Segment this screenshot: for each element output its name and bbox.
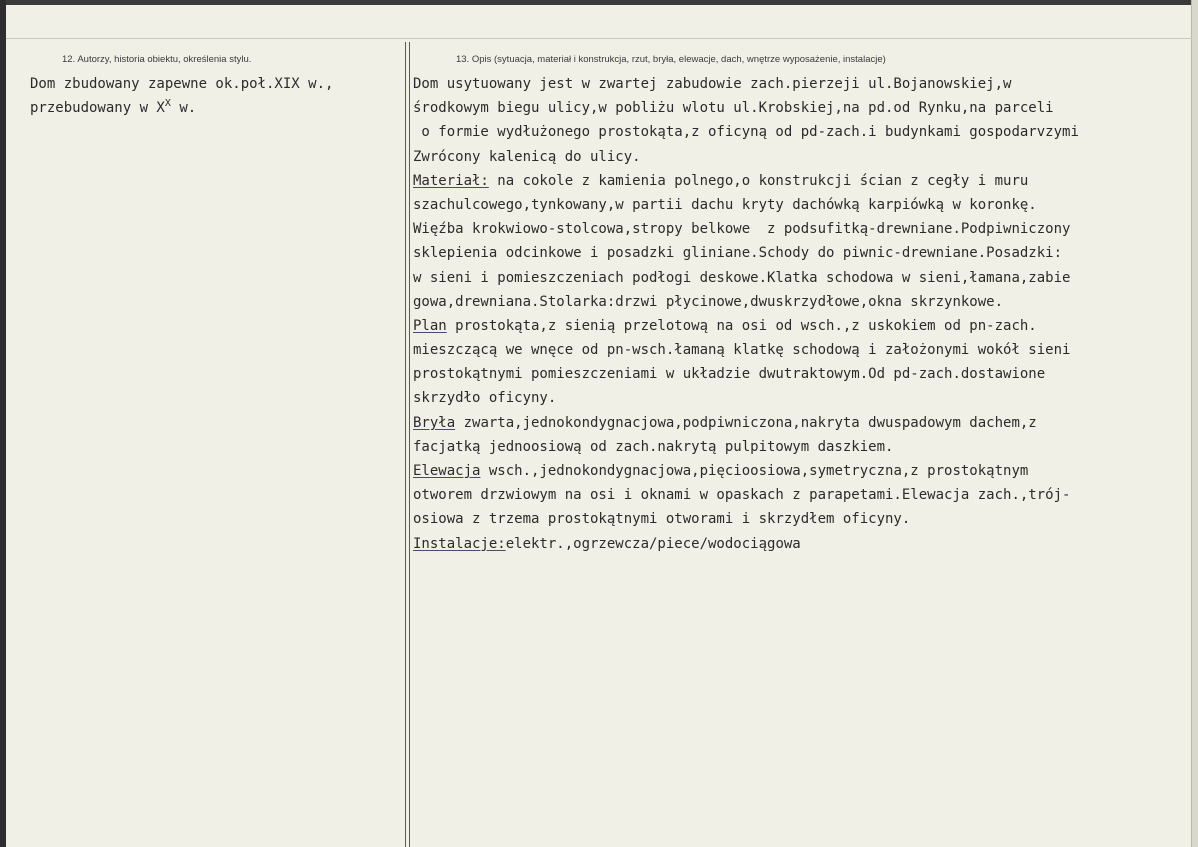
description-line [413, 193, 1193, 217]
description-line [413, 459, 1193, 483]
description-line [413, 386, 1193, 410]
description-line-text: środkowym biegu ulicy,w pobliżu wlotu ul.Krobskiej,na pd.od Rynku,na parceli [413, 100, 1054, 117]
section-12-header: 12. Autorzy, historia obiektu, określenia stylu. [62, 54, 252, 65]
description-line-text: facjatką jednoosiową od zach.nakrytą pulpitowym daszkiem. [413, 438, 894, 455]
section-13-header: 13. Opis (sytuacja, materiał i konstrukcja, rzut, bryła, elewacje, dach, wnętrze wyposażenie, instalacje) [456, 54, 886, 65]
description-line-text: mieszczącą we wnęce od pn-wsch.łamaną klatkę schodową i założonymi wokół sieni [413, 342, 1071, 359]
card-left-edge [0, 0, 6, 847]
description-line [413, 411, 1193, 435]
description-line [413, 145, 1193, 169]
description-line-text: sklepienia odcinkowe i posadzki gliniane.Schody do piwnic-drewniane.Posadzki: [413, 245, 1063, 262]
card-top-edge [0, 0, 1198, 5]
description-line-text: skrzydło oficyny. [413, 390, 557, 407]
description-line-text: osiowa z trzema prostokątnymi otworami i skrzydłem oficyny. [413, 511, 911, 528]
column-divider-second [409, 42, 410, 847]
column-divider [405, 42, 406, 847]
description-line [413, 507, 1193, 531]
description-line [413, 266, 1193, 290]
description-line-text: szachulcowego,tynkowany,w partii dachu kryty dachówką karpiówką w koronkę. [413, 196, 1037, 213]
description-line-text: Więźba krokwiowo-stolcowa,stropy belkowe z podsufitką-drewniane.Podpiwniczony [413, 221, 1071, 238]
history-text [30, 72, 400, 120]
top-rule [6, 38, 1192, 39]
description-line [413, 435, 1193, 459]
section-keyword: Plan [413, 317, 447, 334]
history-line-1: Dom zbudowany zapewne ok.poł.XIX w., [30, 76, 334, 92]
description-line-text: na cokole z kamienia polnego,o konstrukcji ścian z cegły i muru [488, 172, 1029, 189]
description-line-text: elektr.,ogrzewcza/piece/wodociągowa [505, 535, 801, 552]
section-keyword: Bryła [413, 414, 456, 431]
description-line [413, 241, 1193, 265]
description-line-text: prostokąta,z sienią przelotową na osi od wsch.,z uskokiem od pn-zach. [446, 317, 1037, 334]
description-line [413, 96, 1193, 120]
description-line-text: Zwrócony kalenicą do ulicy. [413, 148, 641, 165]
description-line-text: Dom usytuowany jest w zwartej zabudowie zach.pierzeji ul.Bojanowskiej,w [413, 76, 1012, 92]
description-line [413, 338, 1193, 362]
description-line [413, 169, 1193, 193]
description-line [413, 72, 1193, 96]
description-line [413, 362, 1193, 386]
description-line-text: otworem drzwiowym na osi i oknami w opaskach z parapetami.Elewacja zach.,trój- [413, 487, 1071, 504]
description-line-text: zwarta,jednokondygnacjowa,podpiwniczona,nakryta dwuspadowym dachem,z [455, 414, 1037, 431]
description-line [413, 483, 1193, 507]
description-line [413, 290, 1193, 314]
section-keyword: Materiał: [413, 172, 489, 189]
description-line-text: gowa,drewniana.Stolarka:drzwi płycinowe,dwuskrzydłowe,okna skrzynkowe. [413, 293, 1004, 310]
description-line-text: o formie wydłużonego prostokąta,z oficyną od pd-zach.i budynkami gospodarvzymi [413, 124, 1079, 141]
description-line [413, 314, 1193, 338]
description-line-text: prostokątnymi pomieszczeniami w układzie dwutraktowym.Od pd-zach.dostawione [413, 366, 1046, 383]
description-line [413, 532, 1193, 556]
section-keyword: Elewacja [413, 463, 481, 479]
section-keyword: Instalacje: [413, 535, 506, 552]
history-line-2: przebudowany w $X^X$ w. [30, 98, 197, 116]
description-line [413, 120, 1193, 144]
description-line [413, 217, 1193, 241]
description-text [413, 72, 1193, 556]
description-line-text: w sieni i pomieszczeniach podłogi deskowe.Klatka schodowa w sieni,łamana,zabie [413, 269, 1071, 286]
description-line-text: wsch.,jednokondygnacjowa,pięcioosiowa,symetryczna,z prostokątnym [480, 463, 1029, 479]
century-superscript: X [164, 98, 171, 109]
